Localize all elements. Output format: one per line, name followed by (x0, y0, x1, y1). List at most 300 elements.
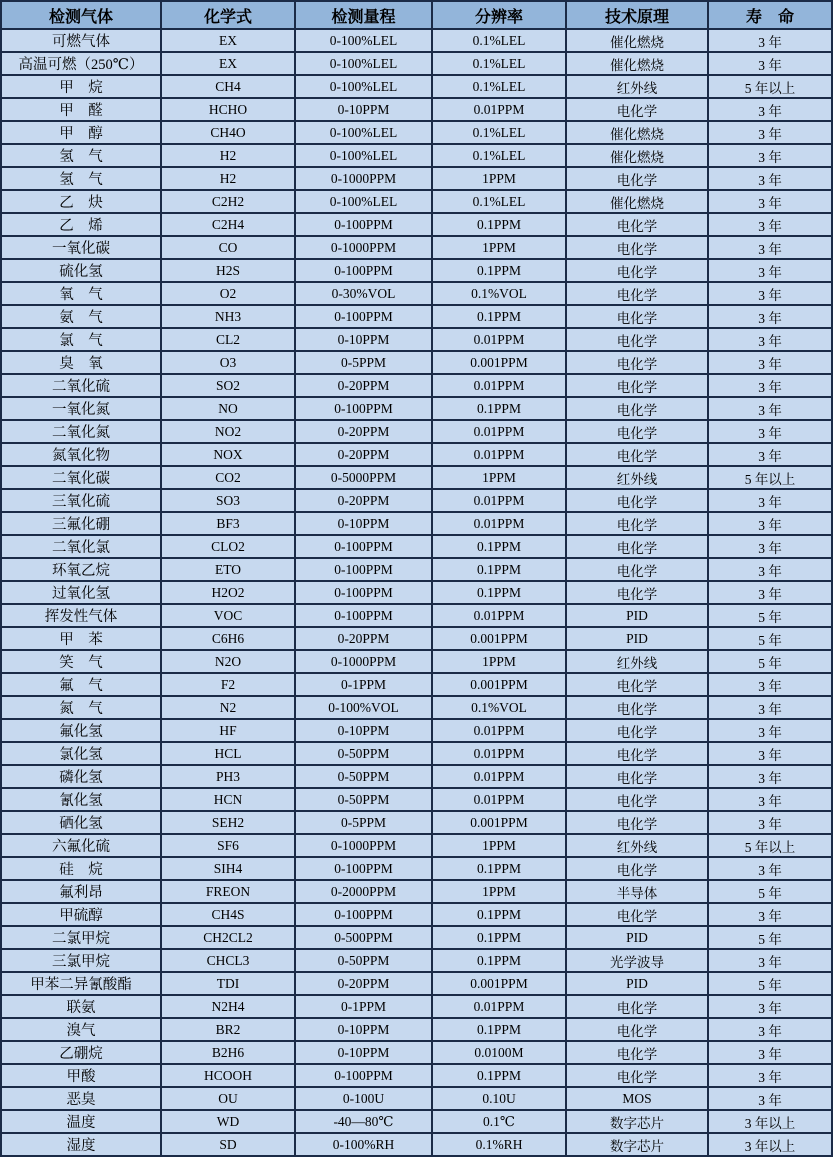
cell-resolution: 0.1%LEL (432, 29, 566, 52)
cell-principle: 催化燃烧 (566, 52, 708, 75)
cell-range: 0-100%RH (295, 1133, 432, 1156)
cell-formula: CL2 (161, 328, 295, 351)
table-row (1, 558, 832, 581)
cell-principle: 催化燃烧 (566, 121, 708, 144)
cell-gas-name: 氟利昂 (1, 880, 161, 903)
cell-lifespan: 5 年 (708, 926, 832, 949)
cell-gas-name: 甲 醛 (1, 98, 161, 121)
table-row (1, 1018, 832, 1041)
cell-resolution: 0.1PPM (432, 581, 566, 604)
table-row (1, 282, 832, 305)
cell-range: 0-2000PPM (295, 880, 432, 903)
cell-gas-name: 三氟化硼 (1, 512, 161, 535)
cell-formula: EX (161, 52, 295, 75)
cell-resolution: 0.1PPM (432, 949, 566, 972)
cell-lifespan: 3 年 (708, 259, 832, 282)
cell-resolution: 0.1PPM (432, 857, 566, 880)
cell-range: 0-10PPM (295, 1018, 432, 1041)
cell-formula: HF (161, 719, 295, 742)
cell-gas-name: 一氧化氮 (1, 397, 161, 420)
table-row (1, 52, 832, 75)
cell-formula: CH4S (161, 903, 295, 926)
cell-resolution: 0.1%LEL (432, 121, 566, 144)
cell-formula: NH3 (161, 305, 295, 328)
cell-gas-name: 温度 (1, 1110, 161, 1133)
cell-resolution: 0.001PPM (432, 627, 566, 650)
table-row (1, 236, 832, 259)
cell-lifespan: 3 年 (708, 719, 832, 742)
cell-formula: HCHO (161, 98, 295, 121)
cell-lifespan: 3 年 (708, 512, 832, 535)
cell-gas-name: 氢 气 (1, 144, 161, 167)
cell-resolution: 0.1%LEL (432, 52, 566, 75)
cell-resolution: 0.1PPM (432, 535, 566, 558)
cell-range: 0-20PPM (295, 443, 432, 466)
cell-range: 0-1000PPM (295, 834, 432, 857)
cell-gas-name: 湿度 (1, 1133, 161, 1156)
cell-lifespan: 3 年 (708, 581, 832, 604)
cell-range: 0-50PPM (295, 949, 432, 972)
cell-formula: CO2 (161, 466, 295, 489)
cell-gas-name: 二氧化碳 (1, 466, 161, 489)
cell-gas-name: 臭 氧 (1, 351, 161, 374)
table-row (1, 167, 832, 190)
cell-resolution: 0.1%LEL (432, 190, 566, 213)
cell-lifespan: 3 年 (708, 1041, 832, 1064)
cell-lifespan: 3 年 (708, 788, 832, 811)
cell-range: 0-100PPM (295, 558, 432, 581)
cell-principle: 电化学 (566, 259, 708, 282)
cell-range: 0-1000PPM (295, 650, 432, 673)
cell-range: 0-50PPM (295, 788, 432, 811)
cell-gas-name: 环氧乙烷 (1, 558, 161, 581)
cell-range: 0-100PPM (295, 604, 432, 627)
table-row (1, 213, 832, 236)
header-cell-principle: 技术原理 (566, 1, 708, 29)
cell-formula: C2H4 (161, 213, 295, 236)
cell-range: 0-10PPM (295, 1041, 432, 1064)
cell-range: 0-50PPM (295, 765, 432, 788)
cell-principle: 电化学 (566, 719, 708, 742)
cell-resolution: 0.01PPM (432, 512, 566, 535)
cell-principle: 红外线 (566, 75, 708, 98)
cell-gas-name: 过氧化氢 (1, 581, 161, 604)
cell-range: 0-100%LEL (295, 190, 432, 213)
cell-range: 0-1000PPM (295, 236, 432, 259)
cell-formula: SF6 (161, 834, 295, 857)
cell-lifespan: 3 年 (708, 374, 832, 397)
table-row (1, 788, 832, 811)
cell-gas-name: 氨 气 (1, 305, 161, 328)
cell-lifespan: 3 年 (708, 535, 832, 558)
cell-gas-name: 恶臭 (1, 1087, 161, 1110)
cell-lifespan: 3 年 (708, 167, 832, 190)
cell-principle: 电化学 (566, 397, 708, 420)
cell-resolution: 0.01PPM (432, 374, 566, 397)
cell-range: 0-100%LEL (295, 121, 432, 144)
cell-formula: SIH4 (161, 857, 295, 880)
cell-range: 0-1PPM (295, 673, 432, 696)
table-row (1, 535, 832, 558)
cell-lifespan: 3 年 (708, 1018, 832, 1041)
cell-formula: SD (161, 1133, 295, 1156)
cell-range: 0-100PPM (295, 397, 432, 420)
cell-gas-name: 乙 炔 (1, 190, 161, 213)
cell-lifespan: 3 年 (708, 282, 832, 305)
table-row (1, 98, 832, 121)
table-row (1, 1087, 832, 1110)
cell-gas-name: 笑 气 (1, 650, 161, 673)
table-row (1, 857, 832, 880)
cell-principle: 电化学 (566, 558, 708, 581)
cell-range: 0-100%LEL (295, 144, 432, 167)
cell-principle: 电化学 (566, 811, 708, 834)
cell-gas-name: 磷化氢 (1, 765, 161, 788)
table-row (1, 144, 832, 167)
cell-resolution: 0.01PPM (432, 788, 566, 811)
cell-resolution: 0.10U (432, 1087, 566, 1110)
cell-gas-name: 硒化氢 (1, 811, 161, 834)
cell-range: 0-100%LEL (295, 29, 432, 52)
cell-resolution: 1PPM (432, 834, 566, 857)
cell-range: 0-100PPM (295, 305, 432, 328)
cell-range: 0-100%VOL (295, 696, 432, 719)
table-row (1, 719, 832, 742)
cell-resolution: 0.001PPM (432, 972, 566, 995)
cell-principle: 电化学 (566, 328, 708, 351)
cell-lifespan: 3 年 (708, 144, 832, 167)
table-row (1, 259, 832, 282)
table-row (1, 834, 832, 857)
cell-formula: SO2 (161, 374, 295, 397)
cell-principle: 电化学 (566, 351, 708, 374)
cell-lifespan: 3 年以上 (708, 1110, 832, 1133)
cell-lifespan: 3 年 (708, 811, 832, 834)
cell-lifespan: 5 年 (708, 650, 832, 673)
table-row (1, 627, 832, 650)
cell-range: 0-20PPM (295, 374, 432, 397)
cell-lifespan: 3 年 (708, 696, 832, 719)
cell-principle: 半导体 (566, 880, 708, 903)
cell-formula: CH4 (161, 75, 295, 98)
cell-principle: 红外线 (566, 466, 708, 489)
cell-resolution: 1PPM (432, 650, 566, 673)
cell-resolution: 0.1%RH (432, 1133, 566, 1156)
table-row (1, 903, 832, 926)
cell-resolution: 0.0100M (432, 1041, 566, 1064)
cell-principle: 电化学 (566, 420, 708, 443)
cell-gas-name: 联氨 (1, 995, 161, 1018)
table-row (1, 121, 832, 144)
cell-lifespan: 3 年 (708, 52, 832, 75)
cell-formula: C2H2 (161, 190, 295, 213)
table-row (1, 995, 832, 1018)
cell-gas-name: 甲苯二异氰酸酯 (1, 972, 161, 995)
cell-resolution: 1PPM (432, 236, 566, 259)
table-row (1, 673, 832, 696)
cell-resolution: 0.01PPM (432, 443, 566, 466)
cell-gas-name: 一氧化碳 (1, 236, 161, 259)
cell-resolution: 0.1PPM (432, 558, 566, 581)
cell-range: 0-100PPM (295, 213, 432, 236)
cell-formula: NOX (161, 443, 295, 466)
cell-range: 0-10PPM (295, 98, 432, 121)
cell-range: 0-50PPM (295, 742, 432, 765)
cell-resolution: 0.1PPM (432, 1064, 566, 1087)
table-row (1, 1110, 832, 1133)
table-row (1, 581, 832, 604)
cell-formula: CHCL3 (161, 949, 295, 972)
cell-resolution: 0.1%VOL (432, 696, 566, 719)
cell-gas-name: 甲 烷 (1, 75, 161, 98)
cell-principle: PID (566, 604, 708, 627)
table-row (1, 75, 832, 98)
cell-principle: 电化学 (566, 788, 708, 811)
table-row (1, 811, 832, 834)
cell-range: 0-500PPM (295, 926, 432, 949)
cell-principle: 电化学 (566, 535, 708, 558)
cell-principle: 数字芯片 (566, 1110, 708, 1133)
cell-range: 0-1PPM (295, 995, 432, 1018)
cell-resolution: 1PPM (432, 880, 566, 903)
cell-resolution: 0.001PPM (432, 351, 566, 374)
cell-formula: HCL (161, 742, 295, 765)
cell-lifespan: 5 年 (708, 880, 832, 903)
cell-range: 0-10PPM (295, 512, 432, 535)
cell-gas-name: 三氧化硫 (1, 489, 161, 512)
cell-resolution: 0.1PPM (432, 305, 566, 328)
cell-resolution: 1PPM (432, 167, 566, 190)
cell-gas-name: 氟化氢 (1, 719, 161, 742)
cell-formula: CLO2 (161, 535, 295, 558)
cell-formula: O3 (161, 351, 295, 374)
cell-lifespan: 5 年以上 (708, 75, 832, 98)
table-row (1, 1064, 832, 1087)
cell-principle: 电化学 (566, 995, 708, 1018)
cell-gas-name: 氯化氢 (1, 742, 161, 765)
cell-lifespan: 3 年 (708, 351, 832, 374)
cell-gas-name: 六氟化硫 (1, 834, 161, 857)
cell-gas-name: 二氧化氮 (1, 420, 161, 443)
table-row (1, 305, 832, 328)
table-row (1, 29, 832, 52)
cell-gas-name: 乙 烯 (1, 213, 161, 236)
cell-principle: 电化学 (566, 673, 708, 696)
cell-formula: C6H6 (161, 627, 295, 650)
cell-resolution: 0.1℃ (432, 1110, 566, 1133)
cell-formula: PH3 (161, 765, 295, 788)
cell-formula: OU (161, 1087, 295, 1110)
cell-principle: 电化学 (566, 236, 708, 259)
cell-gas-name: 甲硫醇 (1, 903, 161, 926)
table-row (1, 949, 832, 972)
cell-gas-name: 二氧化硫 (1, 374, 161, 397)
cell-gas-name: 挥发性气体 (1, 604, 161, 627)
cell-formula: VOC (161, 604, 295, 627)
cell-lifespan: 3 年 (708, 765, 832, 788)
cell-range: 0-5PPM (295, 811, 432, 834)
cell-formula: WD (161, 1110, 295, 1133)
cell-range: 0-100U (295, 1087, 432, 1110)
cell-lifespan: 3 年 (708, 903, 832, 926)
cell-principle: 催化燃烧 (566, 144, 708, 167)
table-row (1, 443, 832, 466)
cell-resolution: 0.1PPM (432, 259, 566, 282)
cell-range: 0-1000PPM (295, 167, 432, 190)
table-row (1, 420, 832, 443)
cell-gas-name: 可燃气体 (1, 29, 161, 52)
cell-formula: CH2CL2 (161, 926, 295, 949)
cell-formula: N2H4 (161, 995, 295, 1018)
cell-principle: 电化学 (566, 1018, 708, 1041)
cell-resolution: 0.01PPM (432, 328, 566, 351)
cell-principle: 光学波导 (566, 949, 708, 972)
cell-lifespan: 3 年 (708, 213, 832, 236)
cell-lifespan: 3 年 (708, 558, 832, 581)
cell-lifespan: 3 年 (708, 98, 832, 121)
cell-principle: PID (566, 926, 708, 949)
header-cell-lifespan: 寿 命 (708, 1, 832, 29)
cell-gas-name: 硅 烷 (1, 857, 161, 880)
cell-formula: HCOOH (161, 1064, 295, 1087)
cell-formula: B2H6 (161, 1041, 295, 1064)
cell-gas-name: 甲 苯 (1, 627, 161, 650)
cell-range: 0-100PPM (295, 259, 432, 282)
cell-gas-name: 氯 气 (1, 328, 161, 351)
header-cell-range: 检测量程 (295, 1, 432, 29)
cell-range: 0-10PPM (295, 328, 432, 351)
cell-resolution: 0.01PPM (432, 489, 566, 512)
cell-principle: 电化学 (566, 282, 708, 305)
cell-principle: 电化学 (566, 167, 708, 190)
cell-gas-name: 三氯甲烷 (1, 949, 161, 972)
cell-lifespan: 3 年 (708, 742, 832, 765)
cell-range: 0-100PPM (295, 857, 432, 880)
cell-resolution: 0.1PPM (432, 926, 566, 949)
cell-range: 0-20PPM (295, 489, 432, 512)
cell-resolution: 0.1PPM (432, 213, 566, 236)
cell-lifespan: 3 年 (708, 305, 832, 328)
cell-principle: 电化学 (566, 857, 708, 880)
cell-formula: SEH2 (161, 811, 295, 834)
cell-principle: 电化学 (566, 696, 708, 719)
cell-range: 0-10PPM (295, 719, 432, 742)
cell-principle: 电化学 (566, 374, 708, 397)
cell-principle: 数字芯片 (566, 1133, 708, 1156)
cell-lifespan: 3 年 (708, 397, 832, 420)
cell-principle: 电化学 (566, 742, 708, 765)
table-row (1, 489, 832, 512)
cell-range: 0-5PPM (295, 351, 432, 374)
cell-resolution: 0.1%LEL (432, 144, 566, 167)
cell-principle: 催化燃烧 (566, 190, 708, 213)
cell-gas-name: 氟 气 (1, 673, 161, 696)
header-cell-resolution: 分辨率 (432, 1, 566, 29)
cell-formula: CO (161, 236, 295, 259)
cell-principle: MOS (566, 1087, 708, 1110)
cell-gas-name: 氢 气 (1, 167, 161, 190)
cell-lifespan: 3 年 (708, 443, 832, 466)
cell-gas-name: 氮氧化物 (1, 443, 161, 466)
cell-lifespan: 3 年 (708, 328, 832, 351)
table-row (1, 190, 832, 213)
header-cell-formula: 化学式 (161, 1, 295, 29)
cell-formula: EX (161, 29, 295, 52)
cell-principle: 电化学 (566, 1041, 708, 1064)
header-cell-gas-name: 检测气体 (1, 1, 161, 29)
cell-principle: 电化学 (566, 581, 708, 604)
table-row (1, 351, 832, 374)
cell-formula: H2O2 (161, 581, 295, 604)
cell-resolution: 0.01PPM (432, 420, 566, 443)
cell-resolution: 1PPM (432, 466, 566, 489)
cell-gas-name: 高温可燃（250℃） (1, 52, 161, 75)
table-row (1, 1133, 832, 1156)
cell-lifespan: 5 年 (708, 604, 832, 627)
cell-principle: 催化燃烧 (566, 29, 708, 52)
table-row (1, 328, 832, 351)
table-row (1, 374, 832, 397)
table-row (1, 650, 832, 673)
cell-formula: N2 (161, 696, 295, 719)
cell-principle: PID (566, 972, 708, 995)
table-row (1, 696, 832, 719)
cell-resolution: 0.1PPM (432, 397, 566, 420)
cell-resolution: 0.01PPM (432, 604, 566, 627)
cell-resolution: 0.01PPM (432, 765, 566, 788)
cell-formula: NO2 (161, 420, 295, 443)
cell-lifespan: 3 年 (708, 121, 832, 144)
cell-gas-name: 溴气 (1, 1018, 161, 1041)
cell-lifespan: 5 年以上 (708, 834, 832, 857)
cell-principle: 红外线 (566, 650, 708, 673)
cell-lifespan: 3 年 (708, 29, 832, 52)
table-body (1, 29, 832, 1156)
cell-lifespan: 3 年 (708, 236, 832, 259)
cell-formula: BF3 (161, 512, 295, 535)
cell-formula: CH4O (161, 121, 295, 144)
table-row (1, 604, 832, 627)
cell-lifespan: 3 年 (708, 1087, 832, 1110)
cell-lifespan: 3 年 (708, 420, 832, 443)
cell-gas-name: 甲 醇 (1, 121, 161, 144)
cell-formula: ETO (161, 558, 295, 581)
cell-resolution: 0.1%VOL (432, 282, 566, 305)
cell-principle: PID (566, 627, 708, 650)
cell-principle: 电化学 (566, 98, 708, 121)
cell-gas-name: 氧 气 (1, 282, 161, 305)
cell-lifespan: 3 年 (708, 995, 832, 1018)
cell-range: 0-100PPM (295, 581, 432, 604)
cell-lifespan: 3 年以上 (708, 1133, 832, 1156)
cell-resolution: 0.01PPM (432, 719, 566, 742)
table-row (1, 880, 832, 903)
cell-lifespan: 3 年 (708, 673, 832, 696)
cell-principle: 电化学 (566, 213, 708, 236)
table-row (1, 1041, 832, 1064)
cell-lifespan: 3 年 (708, 190, 832, 213)
cell-formula: SO3 (161, 489, 295, 512)
cell-formula: O2 (161, 282, 295, 305)
cell-formula: HCN (161, 788, 295, 811)
table-row (1, 926, 832, 949)
cell-formula: H2S (161, 259, 295, 282)
cell-gas-name: 二氧化氯 (1, 535, 161, 558)
table-row (1, 765, 832, 788)
cell-principle: 红外线 (566, 834, 708, 857)
cell-range: 0-20PPM (295, 972, 432, 995)
cell-resolution: 0.01PPM (432, 98, 566, 121)
